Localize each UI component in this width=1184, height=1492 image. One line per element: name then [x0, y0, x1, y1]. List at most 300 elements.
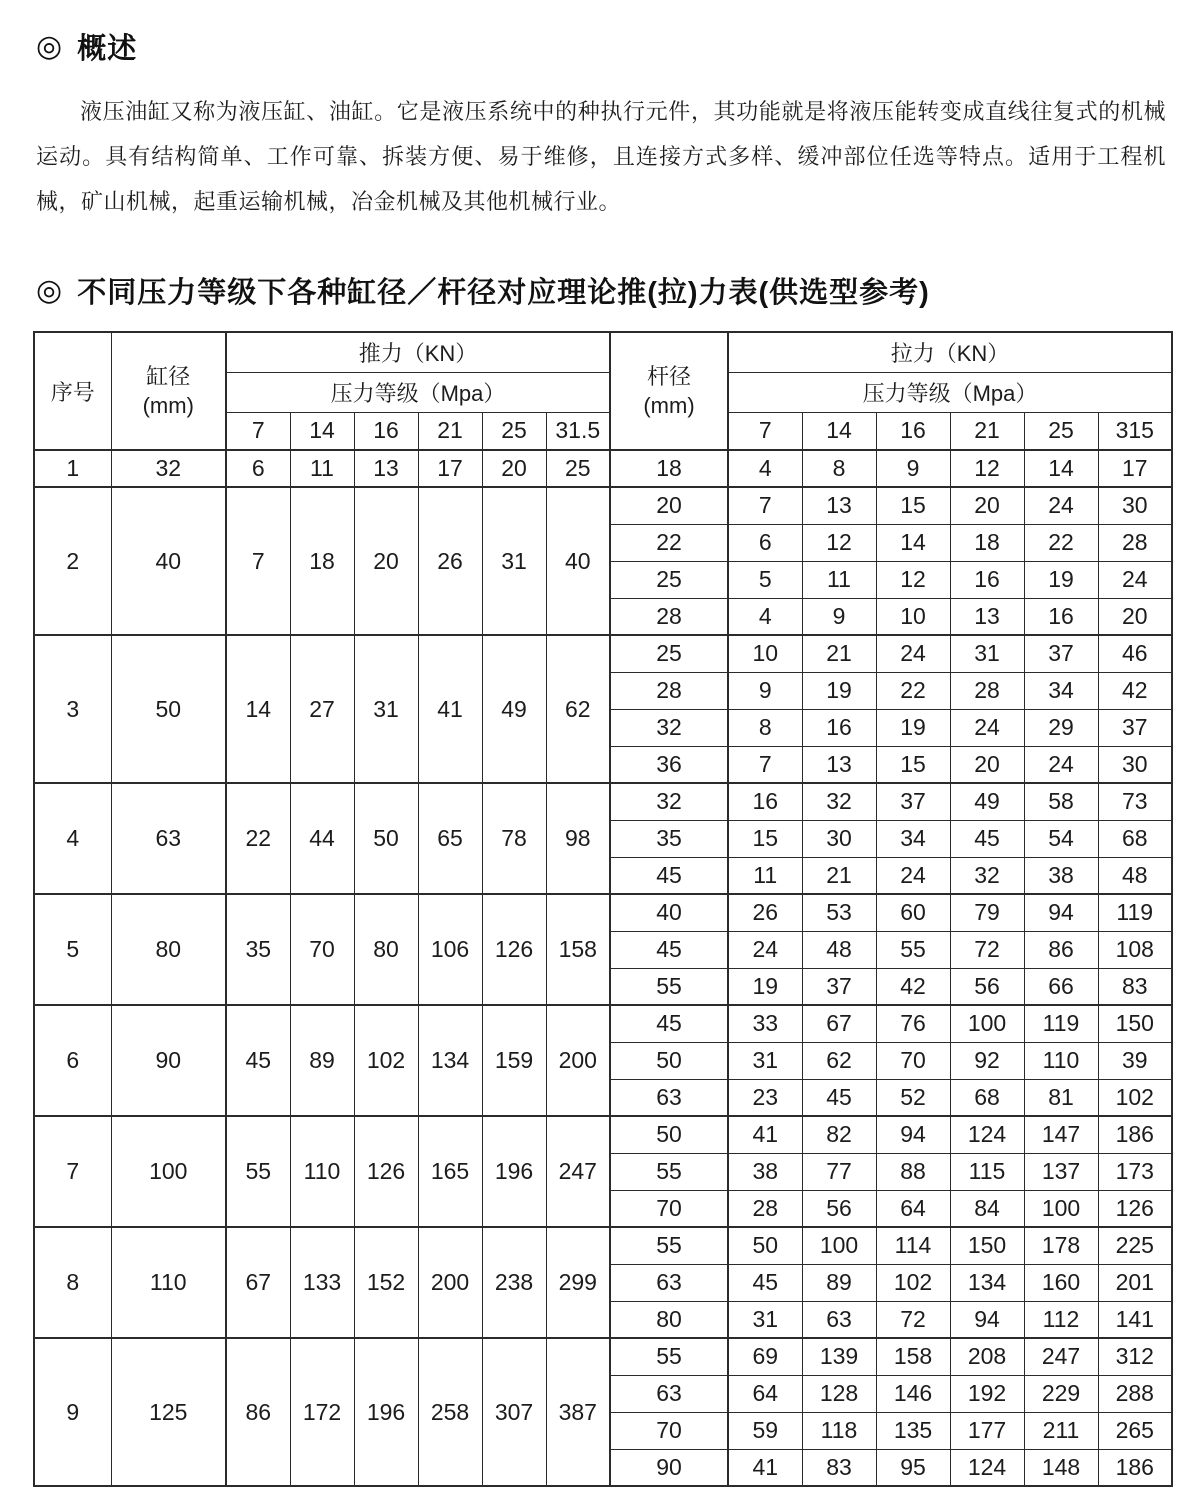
- pull-force-cell: 24: [1098, 561, 1172, 598]
- rod-header: [610, 332, 728, 450]
- group-row: [34, 1227, 1172, 1264]
- pull-force-cell: 112: [1024, 1301, 1098, 1338]
- pull-force-cell: 247: [1024, 1338, 1098, 1375]
- pull-force-cell: 94: [876, 1116, 950, 1153]
- pull-force-cell: 17: [1098, 450, 1172, 487]
- force-table-heading: [36, 270, 1184, 311]
- pull-force-cell: 9: [728, 672, 802, 709]
- push-force-cell: 134: [418, 1005, 482, 1116]
- pull-force-cell: 18: [950, 524, 1024, 561]
- pull-force-cell: 173: [1098, 1153, 1172, 1190]
- push-force-cell: 7: [226, 487, 290, 635]
- pull-force-cell: 24: [1024, 746, 1098, 783]
- pull-force-cell: 32: [950, 857, 1024, 894]
- pull-force-cell: 22: [876, 672, 950, 709]
- push-pressure-grade-header: 压力等级（Mpa）: [226, 372, 610, 412]
- pull-force-cell: 37: [1024, 635, 1098, 672]
- pull-force-cell: 7: [728, 487, 802, 524]
- rod-cell: 63: [610, 1079, 728, 1116]
- rod-cell: 50: [610, 1042, 728, 1079]
- pull-force-cell: 178: [1024, 1227, 1098, 1264]
- pull-pressure-header: 21: [950, 412, 1024, 450]
- pull-force-cell: 64: [728, 1375, 802, 1412]
- seq-cell: 9: [34, 1338, 111, 1486]
- push-pressure-header: 14: [290, 412, 354, 450]
- pull-force-cell: 94: [1024, 894, 1098, 931]
- pull-force-cell: 118: [802, 1412, 876, 1449]
- rod-cell: 70: [610, 1190, 728, 1227]
- push-pressure-header: 25: [482, 412, 546, 450]
- pull-force-cell: 13: [950, 598, 1024, 635]
- pull-force-cell: 24: [950, 709, 1024, 746]
- pull-force-cell: 186: [1098, 1116, 1172, 1153]
- group-row: [34, 894, 1172, 931]
- rod-cell: 55: [610, 968, 728, 1005]
- pull-force-cell: 126: [1098, 1190, 1172, 1227]
- header-row-force-type: [34, 332, 1172, 372]
- push-force-cell: 20: [482, 450, 546, 487]
- push-force-cell: 20: [354, 487, 418, 635]
- pull-force-cell: 24: [876, 635, 950, 672]
- pull-force-cell: 158: [876, 1338, 950, 1375]
- pull-force-cell: 312: [1098, 1338, 1172, 1375]
- pull-force-cell: 38: [728, 1153, 802, 1190]
- rod-cell: 70: [610, 1412, 728, 1449]
- pull-force-cell: 30: [1098, 746, 1172, 783]
- pull-force-cell: 64: [876, 1190, 950, 1227]
- pull-force-cell: 211: [1024, 1412, 1098, 1449]
- pull-force-cell: 148: [1024, 1449, 1098, 1486]
- pull-force-cell: 58: [1024, 783, 1098, 820]
- pull-force-cell: 24: [728, 931, 802, 968]
- push-force-cell: 196: [482, 1116, 546, 1227]
- push-force-cell: 25: [546, 450, 610, 487]
- pull-force-cell: 30: [1098, 487, 1172, 524]
- push-force-cell: 49: [482, 635, 546, 783]
- rod-cell: 45: [610, 1005, 728, 1042]
- pull-force-cell: 53: [802, 894, 876, 931]
- pull-force-cell: 50: [728, 1227, 802, 1264]
- pull-force-cell: 119: [1098, 894, 1172, 931]
- bore-cell: 125: [111, 1338, 226, 1486]
- pull-force-cell: 21: [802, 857, 876, 894]
- pull-force-cell: 21: [802, 635, 876, 672]
- seq-header: 序号: [34, 332, 111, 450]
- pull-force-cell: 7: [728, 746, 802, 783]
- group-row: [34, 1338, 1172, 1375]
- pull-force-cell: 26: [728, 894, 802, 931]
- seq-cell: 3: [34, 635, 111, 783]
- pull-force-cell: 41: [728, 1449, 802, 1486]
- push-force-cell: 27: [290, 635, 354, 783]
- pull-force-cell: 15: [728, 820, 802, 857]
- push-force-cell: 31: [482, 487, 546, 635]
- bore-cell: 90: [111, 1005, 226, 1116]
- rod-cell: 45: [610, 857, 728, 894]
- push-pressure-header: 21: [418, 412, 482, 450]
- pull-force-cell: 66: [1024, 968, 1098, 1005]
- push-force-cell: 14: [226, 635, 290, 783]
- seq-cell: 1: [34, 450, 111, 487]
- pull-force-cell: 16: [728, 783, 802, 820]
- pull-force-cell: 48: [1098, 857, 1172, 894]
- rod-cell: 55: [610, 1153, 728, 1190]
- pull-force-cell: 31: [728, 1042, 802, 1079]
- pull-force-cell: 42: [876, 968, 950, 1005]
- push-force-cell: 258: [418, 1338, 482, 1486]
- pull-force-cell: 77: [802, 1153, 876, 1190]
- pull-force-cell: 11: [728, 857, 802, 894]
- push-force-cell: 50: [354, 783, 418, 894]
- pull-force-cell: 100: [802, 1227, 876, 1264]
- rod-cell: 32: [610, 709, 728, 746]
- pull-force-cell: 31: [950, 635, 1024, 672]
- pull-force-cell: 54: [1024, 820, 1098, 857]
- seq-cell: 8: [34, 1227, 111, 1338]
- push-force-cell: 35: [226, 894, 290, 1005]
- pull-force-cell: 34: [876, 820, 950, 857]
- pull-force-cell: 37: [802, 968, 876, 1005]
- pull-force-cell: 124: [950, 1116, 1024, 1153]
- push-force-cell: 78: [482, 783, 546, 894]
- pull-force-cell: 4: [728, 450, 802, 487]
- pull-force-cell: 100: [950, 1005, 1024, 1042]
- pull-force-cell: 9: [876, 450, 950, 487]
- pull-force-cell: 139: [802, 1338, 876, 1375]
- pull-force-cell: 146: [876, 1375, 950, 1412]
- pull-force-cell: 95: [876, 1449, 950, 1486]
- pull-pressure-header: 16: [876, 412, 950, 450]
- pull-force-cell: 12: [802, 524, 876, 561]
- pull-force-cell: 28: [1098, 524, 1172, 561]
- pull-force-cell: 33: [728, 1005, 802, 1042]
- rod-cell: 28: [610, 598, 728, 635]
- pull-force-cell: 134: [950, 1264, 1024, 1301]
- push-pressure-header: 7: [226, 412, 290, 450]
- push-force-cell: 158: [546, 894, 610, 1005]
- push-force-cell: 159: [482, 1005, 546, 1116]
- pull-force-cell: 72: [876, 1301, 950, 1338]
- seq-cell: 4: [34, 783, 111, 894]
- pull-force-cell: 19: [1024, 561, 1098, 598]
- rod-cell: 20: [610, 487, 728, 524]
- push-force-cell: 31: [354, 635, 418, 783]
- pull-force-cell: 137: [1024, 1153, 1098, 1190]
- rod-header-unit: (mm): [643, 393, 695, 418]
- pull-force-cell: 141: [1098, 1301, 1172, 1338]
- push-force-cell: 11: [290, 450, 354, 487]
- pull-force-cell: 110: [1024, 1042, 1098, 1079]
- group-row: [34, 1005, 1172, 1042]
- rod-cell: 40: [610, 894, 728, 931]
- pull-force-cell: 6: [728, 524, 802, 561]
- pull-force-cell: 42: [1098, 672, 1172, 709]
- pull-force-cell: 115: [950, 1153, 1024, 1190]
- pull-force-cell: 10: [876, 598, 950, 635]
- push-force-cell: 106: [418, 894, 482, 1005]
- pull-force-cell: 38: [1024, 857, 1098, 894]
- pull-force-cell: 16: [802, 709, 876, 746]
- push-force-cell: 86: [226, 1338, 290, 1486]
- push-force-cell: 55: [226, 1116, 290, 1227]
- pull-force-cell: 102: [1098, 1079, 1172, 1116]
- rod-cell: 50: [610, 1116, 728, 1153]
- pull-force-cell: 19: [728, 968, 802, 1005]
- push-force-cell: 133: [290, 1227, 354, 1338]
- pull-force-cell: 201: [1098, 1264, 1172, 1301]
- pull-force-cell: 135: [876, 1412, 950, 1449]
- rod-cell: 90: [610, 1449, 728, 1486]
- pull-force-cell: 225: [1098, 1227, 1172, 1264]
- pull-force-cell: 147: [1024, 1116, 1098, 1153]
- pull-force-cell: 70: [876, 1042, 950, 1079]
- pull-force-cell: 73: [1098, 783, 1172, 820]
- push-force-cell: 67: [226, 1227, 290, 1338]
- push-force-cell: 65: [418, 783, 482, 894]
- rod-cell: 80: [610, 1301, 728, 1338]
- rod-cell: 25: [610, 561, 728, 598]
- seq-cell: 7: [34, 1116, 111, 1227]
- pull-force-cell: 37: [1098, 709, 1172, 746]
- bore-cell: 63: [111, 783, 226, 894]
- push-force-cell: 200: [418, 1227, 482, 1338]
- pull-force-cell: 56: [950, 968, 1024, 1005]
- pull-force-header: 拉力（KN）: [728, 332, 1172, 372]
- pull-force-cell: 15: [876, 746, 950, 783]
- pull-force-cell: 20: [950, 487, 1024, 524]
- pull-force-cell: 83: [802, 1449, 876, 1486]
- push-force-cell: 126: [482, 894, 546, 1005]
- overview-heading: [36, 26, 1184, 67]
- pull-pressure-header: 25: [1024, 412, 1098, 450]
- pull-force-cell: 265: [1098, 1412, 1172, 1449]
- pull-force-cell: 20: [1098, 598, 1172, 635]
- pull-force-cell: 19: [876, 709, 950, 746]
- pull-force-cell: 69: [728, 1338, 802, 1375]
- pull-force-cell: 48: [802, 931, 876, 968]
- rod-cell: 63: [610, 1375, 728, 1412]
- pull-force-cell: 19: [802, 672, 876, 709]
- push-force-cell: 200: [546, 1005, 610, 1116]
- force-table-header: [34, 332, 1172, 450]
- group-row: [34, 1116, 1172, 1153]
- pull-force-cell: 100: [1024, 1190, 1098, 1227]
- force-table-heading-text: 不同压力等级下各种缸径／杆径对应理论推(拉)力表(供选型参考): [77, 277, 930, 309]
- rod-cell: 55: [610, 1227, 728, 1264]
- group-row: [34, 450, 1172, 487]
- bore-cell: 100: [111, 1116, 226, 1227]
- pull-force-cell: 29: [1024, 709, 1098, 746]
- push-force-cell: 22: [226, 783, 290, 894]
- bore-cell: 40: [111, 487, 226, 635]
- push-force-cell: 44: [290, 783, 354, 894]
- push-force-cell: 70: [290, 894, 354, 1005]
- pull-force-cell: 81: [1024, 1079, 1098, 1116]
- pull-force-cell: 9: [802, 598, 876, 635]
- pull-force-cell: 89: [802, 1264, 876, 1301]
- pull-force-cell: 34: [1024, 672, 1098, 709]
- pull-force-cell: 88: [876, 1153, 950, 1190]
- pull-force-cell: 45: [728, 1264, 802, 1301]
- pull-force-cell: 124: [950, 1449, 1024, 1486]
- pull-force-cell: 16: [950, 561, 1024, 598]
- pull-force-cell: 30: [802, 820, 876, 857]
- rod-cell: 36: [610, 746, 728, 783]
- push-force-cell: 196: [354, 1338, 418, 1486]
- pull-force-cell: 150: [1098, 1005, 1172, 1042]
- push-force-cell: 98: [546, 783, 610, 894]
- pull-force-cell: 8: [802, 450, 876, 487]
- rod-cell: 22: [610, 524, 728, 561]
- push-force-cell: 102: [354, 1005, 418, 1116]
- seq-cell: 5: [34, 894, 111, 1005]
- pull-force-cell: 114: [876, 1227, 950, 1264]
- push-force-cell: 126: [354, 1116, 418, 1227]
- rod-cell: 32: [610, 783, 728, 820]
- push-force-cell: 26: [418, 487, 482, 635]
- group-row: [34, 487, 1172, 524]
- group-row: [34, 635, 1172, 672]
- pull-force-cell: 13: [802, 487, 876, 524]
- push-force-cell: 387: [546, 1338, 610, 1486]
- push-force-cell: 45: [226, 1005, 290, 1116]
- pull-force-cell: 37: [876, 783, 950, 820]
- push-force-cell: 80: [354, 894, 418, 1005]
- force-table: [33, 331, 1173, 1487]
- pull-force-cell: 63: [802, 1301, 876, 1338]
- pull-force-cell: 28: [728, 1190, 802, 1227]
- seq-cell: 6: [34, 1005, 111, 1116]
- pull-force-cell: 41: [728, 1116, 802, 1153]
- pull-force-cell: 15: [876, 487, 950, 524]
- bore-header-label: 缸径: [146, 364, 191, 389]
- pull-force-cell: 22: [1024, 524, 1098, 561]
- push-force-cell: 110: [290, 1116, 354, 1227]
- pull-force-cell: 84: [950, 1190, 1024, 1227]
- pull-force-cell: 39: [1098, 1042, 1172, 1079]
- pull-force-cell: 45: [950, 820, 1024, 857]
- pull-force-cell: 49: [950, 783, 1024, 820]
- pull-force-cell: 68: [1098, 820, 1172, 857]
- rod-cell: 63: [610, 1264, 728, 1301]
- rod-cell: 18: [610, 450, 728, 487]
- push-force-cell: 13: [354, 450, 418, 487]
- pull-force-cell: 192: [950, 1375, 1024, 1412]
- pull-force-cell: 67: [802, 1005, 876, 1042]
- pull-force-cell: 160: [1024, 1264, 1098, 1301]
- pull-force-cell: 68: [950, 1079, 1024, 1116]
- pull-force-cell: 46: [1098, 635, 1172, 672]
- pull-force-cell: 5: [728, 561, 802, 598]
- pull-force-cell: 94: [950, 1301, 1024, 1338]
- push-force-cell: 165: [418, 1116, 482, 1227]
- pull-force-cell: 76: [876, 1005, 950, 1042]
- pull-force-cell: 108: [1098, 931, 1172, 968]
- push-force-cell: 18: [290, 487, 354, 635]
- overview-paragraph: 液压油缸又称为液压缸、油缸。它是液压系统中的种执行元件，其功能就是将液压能转变成直线往复式的机械运动。具有结构简单、工作可靠、拆装方便、易于维修，且连接方式多样、缓冲部位任选等特点。适用于工程机械，矿山机械，起重运输机械，冶金机械及其他机械行业。: [36, 99, 1166, 214]
- pull-force-cell: 128: [802, 1375, 876, 1412]
- rod-cell: 55: [610, 1338, 728, 1375]
- pull-force-cell: 229: [1024, 1375, 1098, 1412]
- pull-force-cell: 150: [950, 1227, 1024, 1264]
- push-force-cell: 238: [482, 1227, 546, 1338]
- pull-force-cell: 10: [728, 635, 802, 672]
- pull-force-cell: 52: [876, 1079, 950, 1116]
- pull-force-cell: 59: [728, 1412, 802, 1449]
- pull-force-cell: 14: [876, 524, 950, 561]
- pull-force-cell: 12: [950, 450, 1024, 487]
- push-force-cell: 89: [290, 1005, 354, 1116]
- push-force-header: 推力（KN）: [226, 332, 610, 372]
- push-force-cell: 152: [354, 1227, 418, 1338]
- pull-force-cell: 62: [802, 1042, 876, 1079]
- pull-force-cell: 55: [876, 931, 950, 968]
- pull-force-cell: 82: [802, 1116, 876, 1153]
- rod-cell: 28: [610, 672, 728, 709]
- pull-force-cell: 4: [728, 598, 802, 635]
- push-force-cell: 172: [290, 1338, 354, 1486]
- pull-force-cell: 16: [1024, 598, 1098, 635]
- push-force-cell: 299: [546, 1227, 610, 1338]
- push-force-cell: 62: [546, 635, 610, 783]
- bore-cell: 32: [111, 450, 226, 487]
- pull-force-cell: 32: [802, 783, 876, 820]
- pull-force-cell: 20: [950, 746, 1024, 783]
- rod-cell: 35: [610, 820, 728, 857]
- push-force-cell: 40: [546, 487, 610, 635]
- bore-cell: 80: [111, 894, 226, 1005]
- double-circle-bullet-icon: ◎: [36, 273, 64, 307]
- bore-header: [111, 332, 226, 450]
- pull-force-cell: 208: [950, 1338, 1024, 1375]
- pull-force-cell: 13: [802, 746, 876, 783]
- pull-force-cell: 23: [728, 1079, 802, 1116]
- push-pressure-header: 31.5: [546, 412, 610, 450]
- pull-force-cell: 177: [950, 1412, 1024, 1449]
- pull-force-cell: 79: [950, 894, 1024, 931]
- rod-header-label: 杆径: [646, 364, 691, 389]
- pull-force-cell: 31: [728, 1301, 802, 1338]
- pull-pressure-grade-header: 压力等级（Mpa）: [728, 372, 1172, 412]
- pull-force-cell: 56: [802, 1190, 876, 1227]
- force-table-body: [34, 450, 1172, 1486]
- push-force-cell: 307: [482, 1338, 546, 1486]
- pull-pressure-header: 14: [802, 412, 876, 450]
- rod-cell: 25: [610, 635, 728, 672]
- pull-force-cell: 14: [1024, 450, 1098, 487]
- push-force-cell: 6: [226, 450, 290, 487]
- bore-header-unit: (mm): [142, 393, 194, 418]
- pull-force-cell: 83: [1098, 968, 1172, 1005]
- double-circle-bullet-icon: ◎: [36, 29, 64, 63]
- pull-force-cell: 45: [802, 1079, 876, 1116]
- push-force-cell: 247: [546, 1116, 610, 1227]
- pull-force-cell: 72: [950, 931, 1024, 968]
- overview-heading-text: 概述: [77, 33, 138, 65]
- bore-cell: 50: [111, 635, 226, 783]
- push-force-cell: 17: [418, 450, 482, 487]
- pull-force-cell: 288: [1098, 1375, 1172, 1412]
- seq-cell: 2: [34, 487, 111, 635]
- pull-force-cell: 186: [1098, 1449, 1172, 1486]
- pull-force-cell: 8: [728, 709, 802, 746]
- pull-force-cell: 92: [950, 1042, 1024, 1079]
- group-row: [34, 783, 1172, 820]
- rod-cell: 45: [610, 931, 728, 968]
- pull-force-cell: 102: [876, 1264, 950, 1301]
- pull-force-cell: 11: [802, 561, 876, 598]
- push-pressure-header: 16: [354, 412, 418, 450]
